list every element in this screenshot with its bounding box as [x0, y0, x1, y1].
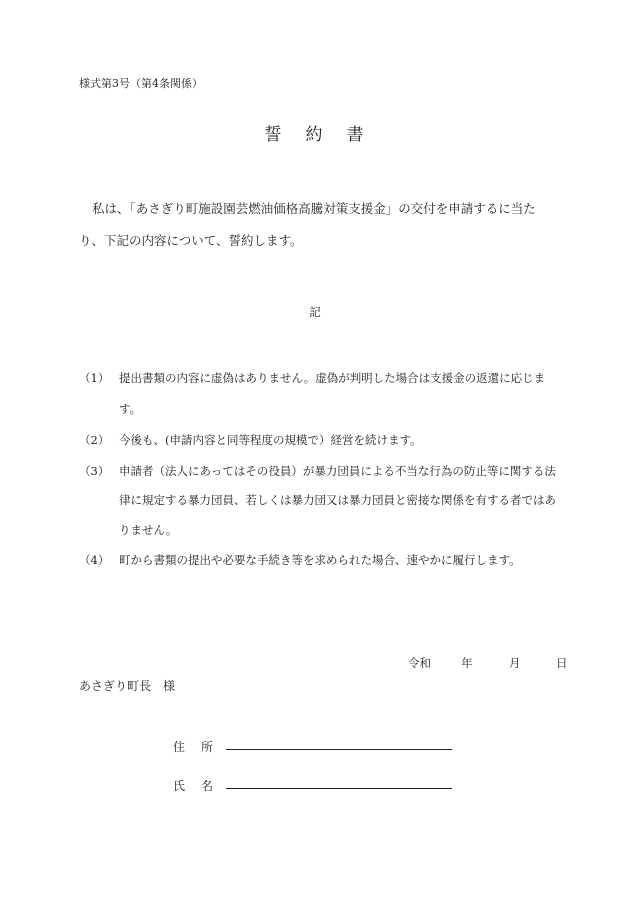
- title-char-2: 約: [305, 125, 325, 145]
- item-number: （1）: [79, 371, 110, 385]
- item-text: 申請者（法人にあってはその役員）が暴力団員による不当な行為の防止等に関する法: [119, 464, 556, 478]
- item-number: （3）: [79, 464, 110, 478]
- pledge-item-3-cont-1: 律に規定する暴力団員、若しくは暴力団又は暴力団員と密接な関係を有する者ではあ: [119, 493, 556, 507]
- pledge-item-1-cont: す。: [119, 402, 142, 416]
- item-number: （2）: [79, 433, 110, 447]
- address-label-char-2: 所: [201, 740, 214, 754]
- address-label-char-1: 住: [173, 740, 186, 754]
- intro-line-1: 私は、「あさぎり町施設園芸燃油価格高騰対策支援金」の交付を申請するに当た: [92, 201, 536, 216]
- item-text: 町から書類の提出や必要な手続き等を求められた場合、速やかに履行します。: [119, 553, 521, 567]
- date-month-label: 月: [509, 656, 521, 670]
- title-char-3: 書: [346, 125, 366, 145]
- name-label: [173, 777, 229, 794]
- item-text: 今後も、(申請内容と同等程度の規模で）経営を続けます。: [119, 433, 422, 447]
- intro-line-2: り、下記の内容について、誓約します。: [79, 233, 303, 248]
- date-year-label: 年: [461, 656, 473, 670]
- name-label-char-2: 名: [201, 779, 214, 793]
- address-label: [173, 738, 229, 755]
- address-input-line[interactable]: [226, 749, 452, 750]
- addressee: あさぎり町長 様: [79, 679, 176, 693]
- form-number-label: 様式第3号（第4条関係）: [79, 77, 203, 90]
- document-title: [0, 120, 630, 145]
- name-label-char-1: 氏: [173, 779, 186, 793]
- name-input-line[interactable]: [226, 788, 452, 789]
- pledge-item-3-cont-2: りません。: [119, 523, 178, 537]
- date-day-label: 日: [556, 656, 568, 670]
- item-text: 提出書類の内容に虚偽はありません。虚偽が判明した場合は支援金の返還に応じま: [119, 371, 546, 385]
- item-number: （4）: [79, 553, 110, 567]
- title-char-1: 誓: [264, 125, 284, 145]
- ki-heading: 記: [309, 305, 321, 319]
- date-era: 令和: [408, 656, 431, 670]
